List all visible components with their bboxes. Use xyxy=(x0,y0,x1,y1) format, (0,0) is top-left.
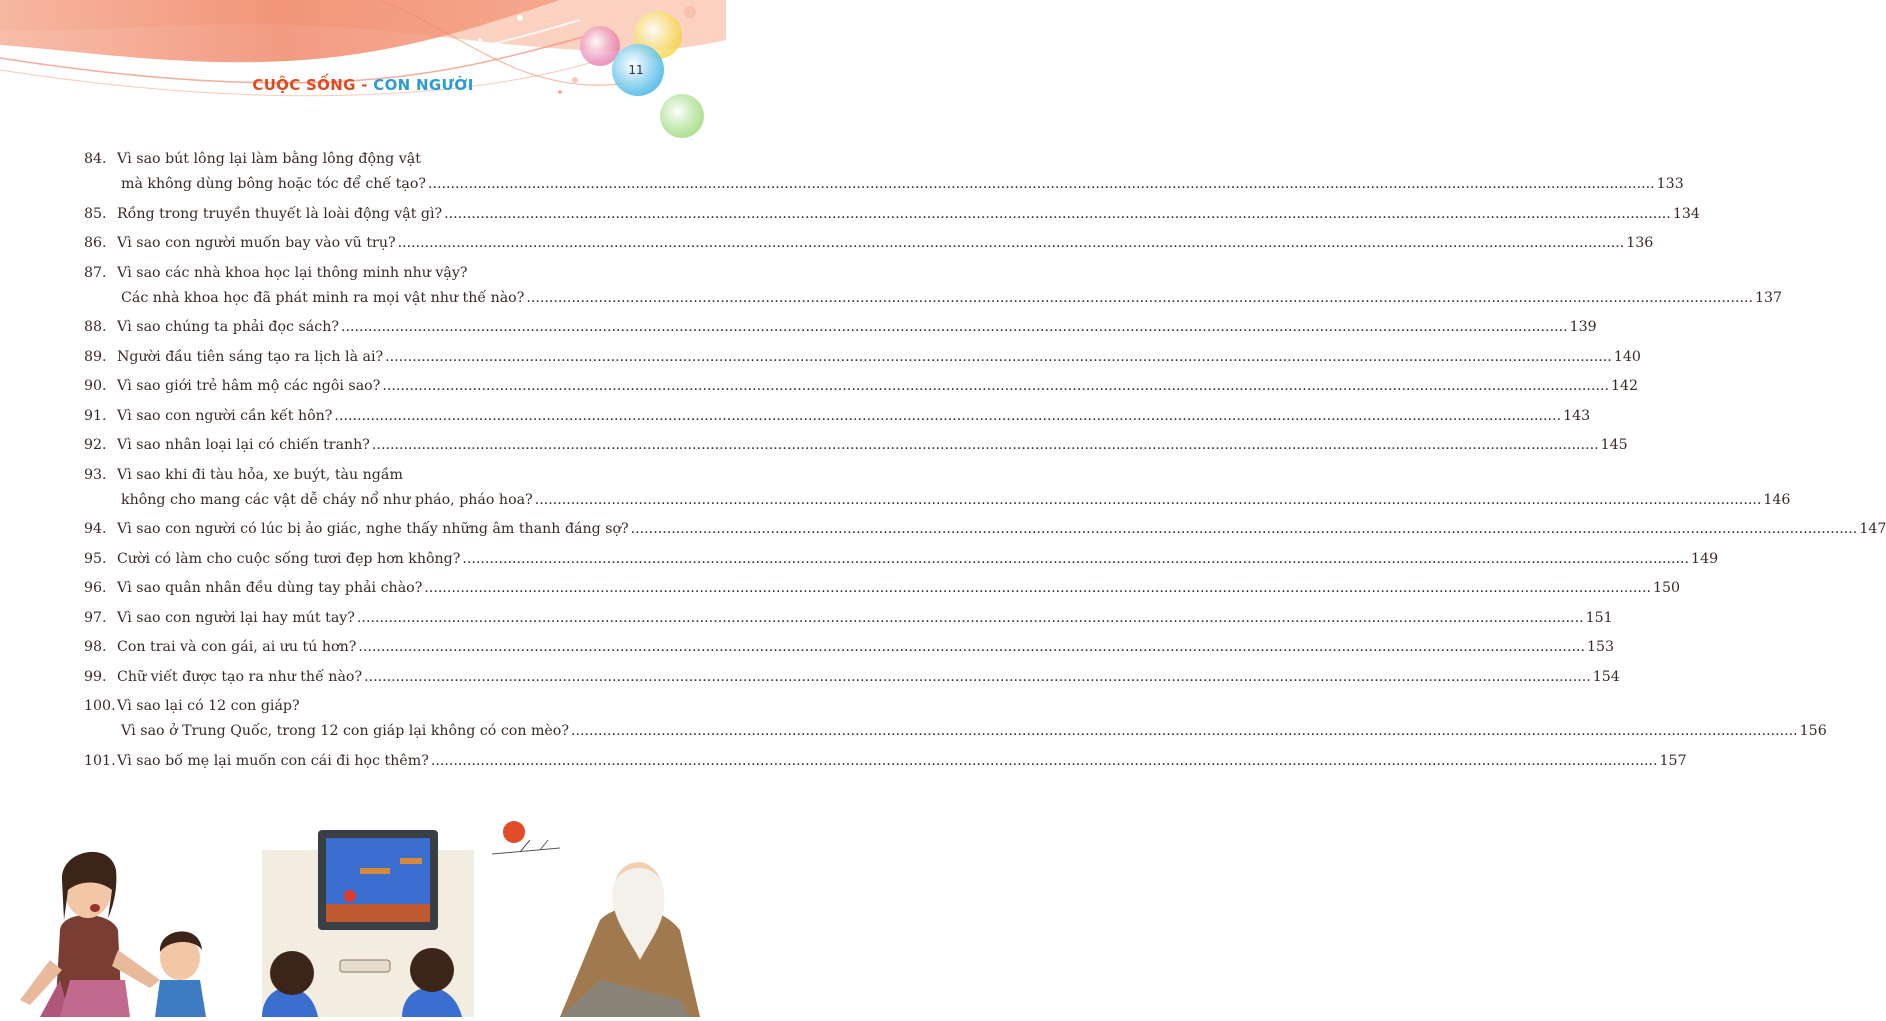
toc-entry-title: Vì sao ở Trung Quốc, trong 12 con giáp lại không có con mèo? xyxy=(121,723,569,739)
toc-entry-page: 137 xyxy=(1755,289,1783,306)
toc-entry-number: 95. xyxy=(84,550,107,567)
toc-leader-dots xyxy=(444,202,1671,227)
toc-entry[interactable] xyxy=(84,463,1791,513)
toc-entry-page: 156 xyxy=(1799,723,1827,739)
toc-leader-dots xyxy=(364,665,1591,690)
toc-entry-page: 150 xyxy=(1652,580,1681,596)
illustration-strip xyxy=(0,810,726,1017)
toc-entry-title: Con trai và con gái, ai ưu tú hơn? xyxy=(117,639,357,655)
toc-entry-page: 151 xyxy=(1585,609,1613,626)
title-separator: - xyxy=(355,76,374,94)
toc-leader-dots xyxy=(341,315,1568,340)
toc-entry-title: Vì sao chúng ta phải đọc sách? xyxy=(117,319,339,335)
toc-entry-page: 133 xyxy=(1656,176,1684,192)
toc-entry-number: 93. xyxy=(84,466,107,483)
toc-entry[interactable] xyxy=(84,635,1615,660)
toc-leader-dots xyxy=(382,374,1609,399)
toc-leader-dots xyxy=(428,172,1655,197)
page-number: 11 xyxy=(628,63,644,77)
toc-entry[interactable] xyxy=(84,261,1783,311)
toc-entry-title: Các nhà khoa học đã phát minh ra mọi vật như thế nào? xyxy=(121,289,525,306)
toc-entry-page: 142 xyxy=(1610,378,1639,394)
toc-entry[interactable] xyxy=(84,315,1597,340)
toc-entry-number: 88. xyxy=(84,319,107,335)
toc-entry[interactable] xyxy=(84,665,1620,690)
toc-entry-number: 96. xyxy=(84,580,107,596)
toc-entry-number: 90. xyxy=(84,378,107,394)
toc-entry-title: mà không dùng bông hoặc tóc để chế tạo? xyxy=(121,176,426,192)
toc-entry-title: Vì sao giới trẻ hâm mộ các ngôi sao? xyxy=(117,378,381,394)
toc-entry-number: 89. xyxy=(84,348,107,365)
toc-entry-page: 153 xyxy=(1586,639,1615,655)
toc-entry-number: 85. xyxy=(84,205,107,222)
toc-entry[interactable] xyxy=(84,606,1613,631)
toc-entry-title: không cho mang các vật dễ cháy nổ như pháo, pháo hoa? xyxy=(121,491,533,508)
toc-entry-page: 149 xyxy=(1691,550,1719,567)
toc-entry-title: Vì sao con người lại hay mút tay? xyxy=(117,609,355,626)
toc-entry-number: 97. xyxy=(84,609,107,626)
toc-leader-dots xyxy=(398,231,1625,256)
toc-entry-page: 146 xyxy=(1763,491,1791,508)
toc-entry-page: 145 xyxy=(1600,437,1628,453)
toc-entry-title: Vì sao nhân loại lại có chiến tranh? xyxy=(117,437,370,453)
toc-entry-number: 92. xyxy=(84,437,107,453)
toc-entry[interactable] xyxy=(84,576,1681,601)
toc-entry[interactable] xyxy=(84,547,1719,572)
toc-leader-dots xyxy=(385,345,1612,370)
toc-entry[interactable] xyxy=(84,749,1687,774)
toc-entry-page: 134 xyxy=(1672,205,1700,222)
toc-entry-title: Vì sao quân nhân đều dùng tay phải chào? xyxy=(117,580,423,596)
toc-entry[interactable] xyxy=(84,433,1628,458)
toc-leader-dots xyxy=(358,635,1585,660)
toc-leader-dots xyxy=(535,488,1762,513)
toc-leader-dots xyxy=(372,433,1599,458)
toc-entry-number: 94. xyxy=(84,521,107,537)
toc-entry[interactable] xyxy=(84,517,1886,542)
toc-leader-dots xyxy=(526,286,1753,311)
toc-entry[interactable] xyxy=(84,694,1827,744)
kids-playing-video-game-illustration xyxy=(262,830,474,1017)
toc-entry-page: 140 xyxy=(1613,348,1641,365)
toc-entry-title: Vì sao con người có lúc bị ảo giác, nghe thấy những âm thanh đáng sợ? xyxy=(117,521,629,537)
toc-entry-title: Vì sao các nhà khoa học lại thông minh như vậy? xyxy=(117,264,468,281)
toc-entry-page: 136 xyxy=(1626,235,1654,251)
toc-leader-dots xyxy=(462,547,1689,572)
toc-entry-number: 84. xyxy=(84,151,107,167)
toc-entry[interactable] xyxy=(84,147,1684,197)
toc-entry-number: 86. xyxy=(84,235,107,251)
toc-entry[interactable] xyxy=(84,404,1591,429)
toc-leader-dots xyxy=(424,576,1651,601)
toc-entry-number: 100. xyxy=(84,698,116,714)
title-part-2: CON NGƯỜI xyxy=(373,76,474,94)
toc-leader-dots xyxy=(357,606,1584,631)
old-man-illustration xyxy=(492,821,700,1017)
mother-and-boy-illustration xyxy=(20,852,206,1017)
toc-entry-title: Vì sao bố mẹ lại muốn con cái đi học thêm? xyxy=(117,752,429,769)
toc-leader-dots xyxy=(631,517,1858,542)
toc-entry[interactable] xyxy=(84,345,1641,370)
toc-entry-number: 101. xyxy=(84,752,116,769)
toc-entry[interactable] xyxy=(84,374,1639,399)
toc-entry[interactable] xyxy=(84,202,1700,227)
toc-entry-page: 139 xyxy=(1569,319,1597,335)
toc-entry-page: 157 xyxy=(1659,752,1687,769)
toc-entry-title: Vì sao con người muốn bay vào vũ trụ? xyxy=(117,235,396,251)
toc-entry-number: 99. xyxy=(84,668,107,685)
title-part-1: CUỘC SỐNG xyxy=(252,76,356,94)
toc-entry-number: 98. xyxy=(84,639,107,655)
toc-entry-title: Chữ viết được tạo ra như thế nào? xyxy=(117,668,363,685)
toc-leader-dots xyxy=(431,749,1658,774)
toc-entry-title: Vì sao lại có 12 con giáp? xyxy=(117,698,300,714)
toc-entry-page: 154 xyxy=(1592,668,1620,685)
toc-entry-title: Rồng trong truyền thuyết là loài động vật gì? xyxy=(117,205,443,222)
toc-entry-page: 143 xyxy=(1563,407,1591,424)
toc-leader-dots xyxy=(334,404,1561,429)
table-of-contents xyxy=(84,147,1886,778)
toc-entry-title: Cười có làm cho cuộc sống tươi đẹp hơn không? xyxy=(117,550,461,567)
toc-entry-number: 87. xyxy=(84,264,107,281)
page-header xyxy=(0,0,726,140)
toc-entry-number: 91. xyxy=(84,407,107,424)
toc-entry-title: Người đầu tiên sáng tạo ra lịch là ai? xyxy=(117,348,384,365)
toc-entry-title: Vì sao con người cần kết hôn? xyxy=(117,407,333,424)
toc-entry-title: Vì sao khi đi tàu hỏa, xe buýt, tàu ngầm xyxy=(117,466,403,483)
toc-leader-dots xyxy=(571,719,1798,744)
toc-entry[interactable] xyxy=(84,231,1654,256)
toc-entry-title: Vì sao bút lông lại làm bằng lông động vật xyxy=(117,151,421,167)
toc-entry-page: 147 xyxy=(1859,521,1886,537)
